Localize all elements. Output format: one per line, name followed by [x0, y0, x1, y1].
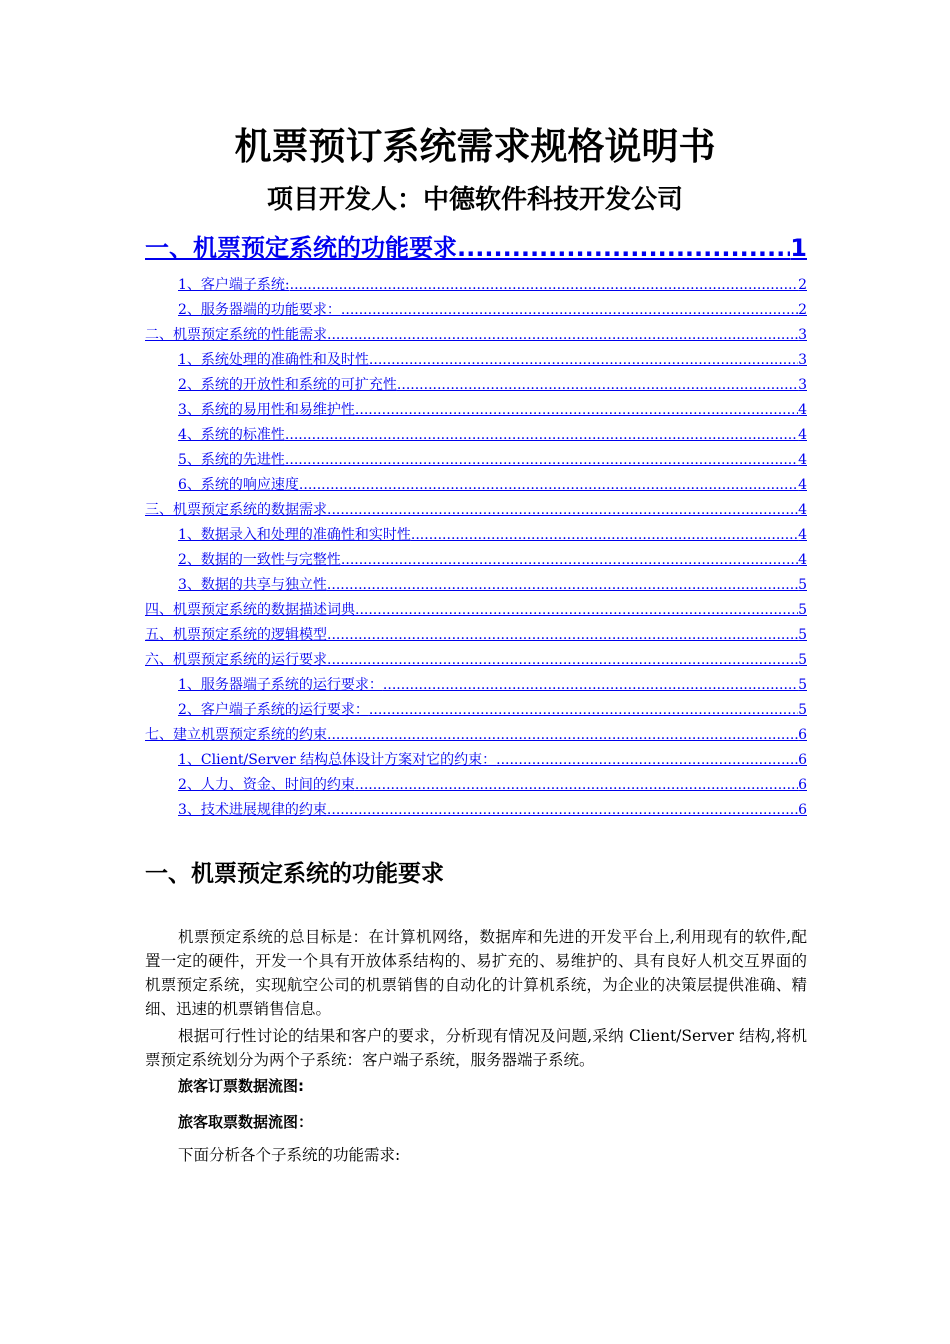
toc-page-number: 5	[798, 677, 807, 693]
toc-entry[interactable]	[178, 398, 807, 423]
toc-page-number: 6	[798, 727, 807, 743]
toc-page-number: 5	[798, 577, 807, 593]
toc-page-number: 3	[798, 327, 807, 343]
toc-label: 5、系统的先进性	[178, 452, 285, 468]
toc-entry[interactable]	[178, 673, 807, 698]
toc-entry-section-3[interactable]	[145, 498, 807, 523]
paragraph-overall-goal: 机票预定系统的总目标是：在计算机网络，数据库和先进的开发平台上,利用现有的软件,配置一定的硬件，开发一个具有开放体系结构的、易扩充的、易维护的、具有良好人机交互界面的机票预定系统，实现航空公司的机票销售的自动化的计算机系统，为企业的决策层提供准确、精细、迅速的机票销售信息。	[145, 928, 807, 1018]
analysis-intro-text: 下面分析各个子系统的功能需求:	[178, 1146, 401, 1164]
toc-label: 二、机票预定系统的性能需求	[145, 327, 327, 343]
toc-page-number: 4	[798, 402, 807, 418]
toc-entry[interactable]	[178, 348, 807, 373]
toc-label: 3、系统的易用性和易维护性	[178, 402, 355, 418]
paragraph-subsystems: 根据可行性讨论的结果和客户的要求，分析现有情况及问题,采纳 Client/Server 结构,将机票预定系统划分为两个子系统：客户端子系统，服务器端子系统。	[145, 1027, 807, 1069]
toc-entry[interactable]	[178, 548, 807, 573]
toc-entry[interactable]	[178, 423, 807, 448]
toc-label: 三、机票预定系统的数据需求	[145, 502, 327, 518]
pickup-dataflow-caption: 旅客取票数据流图：	[178, 1113, 314, 1131]
toc-entry[interactable]	[178, 523, 807, 548]
toc-label: 五、机票预定系统的逻辑模型	[145, 627, 327, 643]
toc-entry[interactable]	[178, 448, 807, 473]
toc-page-number: 3	[798, 352, 807, 368]
toc-page-number: 5	[798, 627, 807, 643]
toc-page-number: 5	[798, 652, 807, 668]
document-title: 机票预订系统需求规格说明书	[234, 125, 716, 168]
toc-label: 2、客户端子系统的运行要求：	[178, 702, 369, 718]
toc-page-number: 3	[798, 377, 807, 393]
toc-label: 六、机票预定系统的运行要求	[145, 652, 327, 668]
toc-entry-section-2[interactable]	[145, 323, 807, 348]
toc-page-number: 4	[798, 552, 807, 568]
toc-page-number: 2	[798, 277, 807, 293]
toc-page-number: 2	[798, 302, 807, 318]
toc-page-number: 4	[798, 502, 807, 518]
toc-label: 1、Client/Server 结构总体设计方案对它的约束：	[178, 752, 497, 768]
toc-page-number: 1	[790, 234, 807, 262]
toc-label: 6、系统的响应速度	[178, 477, 299, 493]
toc-page-number: 6	[798, 802, 807, 818]
toc-page-number: 5	[798, 702, 807, 718]
toc-page-number: 6	[798, 777, 807, 793]
toc-entry[interactable]	[178, 473, 807, 498]
section-heading: 一、机票预定系统的功能要求	[145, 861, 444, 887]
toc-entry[interactable]	[178, 748, 807, 773]
toc-label: 2、人力、资金、时间的约束	[178, 777, 355, 793]
toc-label: 2、系统的开放性和系统的可扩充性	[178, 377, 397, 393]
toc-entry[interactable]	[178, 373, 807, 398]
toc-entry[interactable]	[178, 798, 807, 823]
toc-page-number: 4	[798, 452, 807, 468]
toc-entry-section-6[interactable]	[145, 648, 807, 673]
toc-page-number: 4	[798, 477, 807, 493]
toc-label: 2、服务器端的功能要求：	[178, 302, 341, 318]
toc-entry[interactable]	[178, 298, 807, 323]
toc-entry-section-1[interactable]	[145, 228, 807, 268]
toc-entry-section-5[interactable]	[145, 623, 807, 648]
toc-label: 1、系统处理的准确性和及时性	[178, 352, 369, 368]
booking-dataflow-caption: 旅客订票数据流图:	[178, 1077, 304, 1095]
toc-entry[interactable]	[178, 273, 807, 298]
toc-label: 1、服务器端子系统的运行要求：	[178, 677, 383, 693]
toc-label: 3、数据的共享与独立性	[178, 577, 327, 593]
toc-entry-section-4[interactable]	[145, 598, 807, 623]
toc-label: 4、系统的标准性	[178, 427, 285, 443]
toc-label: 七、建立机票预定系统的约束	[145, 727, 327, 743]
toc-entry[interactable]	[178, 773, 807, 798]
toc-label: 1、数据录入和处理的准确性和实时性	[178, 527, 411, 543]
toc-page-number: 6	[798, 752, 807, 768]
toc-page-number: 4	[798, 527, 807, 543]
document-subtitle: 项目开发人：中德软件科技开发公司	[266, 185, 683, 215]
toc-entry[interactable]	[178, 698, 807, 723]
toc-entry-section-7[interactable]	[145, 723, 807, 748]
toc-label: 四、机票预定系统的数据描述词典	[145, 602, 355, 618]
toc-page-number: 4	[798, 427, 807, 443]
toc-page-number: 5	[798, 602, 807, 618]
toc-label: 1、客户端子系统:	[178, 277, 290, 293]
toc-entry[interactable]	[178, 573, 807, 598]
toc-label: 一、机票预定系统的功能要求	[145, 234, 457, 262]
toc-label: 2、数据的一致性与完整性	[178, 552, 341, 568]
toc-label: 3、技术进展规律的约束	[178, 802, 327, 818]
